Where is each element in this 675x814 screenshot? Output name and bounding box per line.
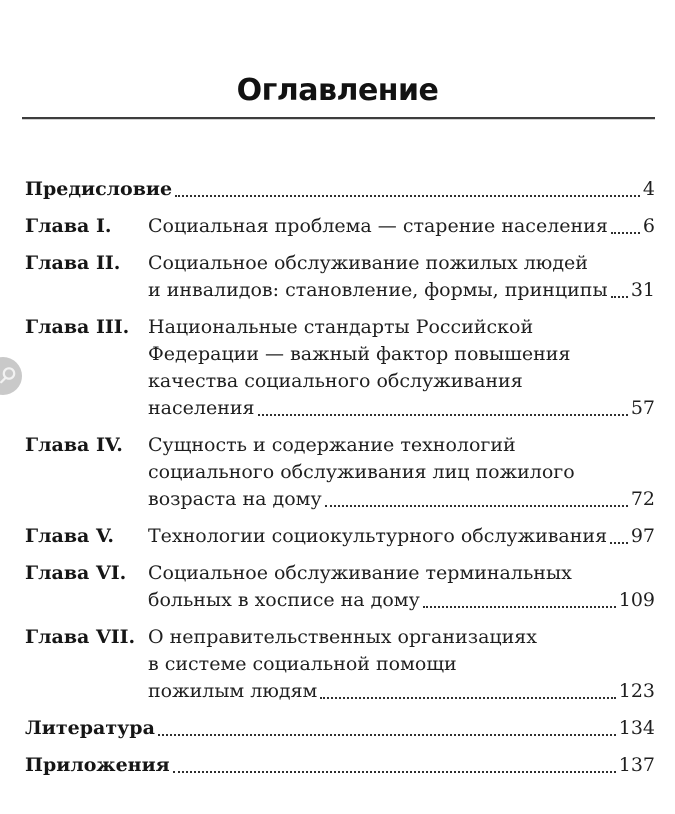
toc-entry-chapter-2 xyxy=(25,250,655,304)
entry-body xyxy=(148,523,655,550)
page-number: 4 xyxy=(642,178,655,200)
entry-label: Приложения xyxy=(25,754,170,776)
entry-body xyxy=(148,213,655,240)
entry-line xyxy=(148,523,655,550)
entry-line xyxy=(148,486,655,513)
chapter-label: Глава IV. xyxy=(25,434,123,456)
toc-entry-chapter-1 xyxy=(25,213,655,240)
entry-text: населения xyxy=(148,397,255,419)
page-number: 109 xyxy=(618,589,655,611)
dot-leader xyxy=(258,414,628,416)
page-number: 57 xyxy=(630,397,655,419)
entry-body xyxy=(148,624,655,705)
chapter-label: Глава I. xyxy=(25,215,112,237)
toc-entry-chapter-7 xyxy=(25,624,655,705)
chapter-label: Глава III. xyxy=(25,316,130,338)
chapter-label: Глава V. xyxy=(25,525,114,547)
dot-leader xyxy=(611,296,628,298)
entry-line: Национальные стандарты Российской xyxy=(148,316,534,338)
entry-body xyxy=(148,432,655,513)
dot-leader xyxy=(325,505,628,507)
search-icon xyxy=(0,365,14,387)
toc-entry-literature xyxy=(25,715,655,742)
entry-body xyxy=(148,560,655,614)
entry-text: возраста на дому xyxy=(148,488,322,510)
dot-leader xyxy=(173,771,616,773)
page-number: 134 xyxy=(618,717,655,739)
entry-text: Социальная проблема — старение населения xyxy=(148,215,608,237)
toc-entry-preface xyxy=(25,176,655,203)
entry-text: и инвалидов: становление, формы, принципы xyxy=(148,279,608,301)
page-number: 72 xyxy=(630,488,655,510)
entry-line: О неправительственных организациях xyxy=(148,626,537,648)
dot-leader xyxy=(175,195,640,197)
toc-entry-chapter-5 xyxy=(25,523,655,550)
entry-line: Сущность и содержание технологий xyxy=(148,434,516,456)
entry-text: Технологии социокультурного обслуживания xyxy=(148,525,608,547)
entry-line: в системе социальной помощи xyxy=(148,653,457,675)
entry-line xyxy=(148,587,655,614)
page-number: 6 xyxy=(642,215,655,237)
page-number: 137 xyxy=(618,754,655,776)
chapter-label: Глава VII. xyxy=(25,626,136,648)
page-number: 123 xyxy=(618,680,655,702)
entry-line xyxy=(148,213,655,240)
page-title: Оглавление xyxy=(236,73,439,108)
entry-body xyxy=(148,250,655,304)
entry-line xyxy=(148,277,655,304)
dot-leader xyxy=(158,734,616,736)
entry-line: Социальное обслуживание терминальных xyxy=(148,562,572,584)
entry-label: Предисловие xyxy=(25,178,173,200)
page-number: 97 xyxy=(630,525,655,547)
dot-leader xyxy=(423,606,616,608)
entry-line: Федерации — важный фактор повышения xyxy=(148,343,571,365)
entry-line: социального обслуживания лиц пожилого xyxy=(148,461,575,483)
dot-leader xyxy=(611,232,640,234)
entry-line xyxy=(148,678,655,705)
entry-line: Социальное обслуживание пожилых людей xyxy=(148,252,588,274)
chapter-label: Глава II. xyxy=(25,252,121,274)
entry-line xyxy=(148,395,655,422)
toc-entry-chapter-3 xyxy=(25,314,655,422)
chapter-label: Глава VI. xyxy=(25,562,127,584)
entry-line: качества социального обслуживания xyxy=(148,370,523,392)
dot-leader xyxy=(610,542,628,544)
page-number: 31 xyxy=(630,279,655,301)
entry-body xyxy=(148,314,655,422)
entry-text: больных в хосписе на дому xyxy=(148,589,420,611)
table-of-contents xyxy=(0,119,675,779)
entry-label: Литература xyxy=(25,717,155,739)
dot-leader xyxy=(320,697,615,699)
toc-entry-appendices xyxy=(25,752,655,779)
entry-text: пожилым людям xyxy=(148,680,318,702)
toc-entry-chapter-6 xyxy=(25,560,655,614)
toc-entry-chapter-4 xyxy=(25,432,655,513)
